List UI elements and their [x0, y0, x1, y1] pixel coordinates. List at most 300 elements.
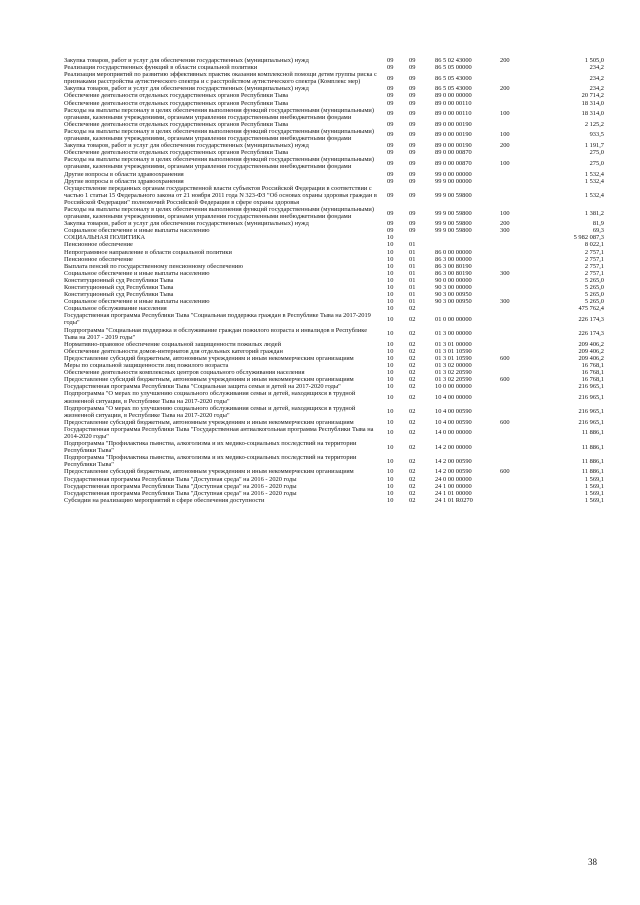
row-section-code: 09 — [387, 177, 394, 185]
row-name: Осуществление переданных органам государственной власти субъектов Российской Федерации в соответствии с частью 1 статьи 15 Федерального закона от 21 ноября 2011 года N 323-ФЗ "Об основах охраны здоровья граждан в Российской Федерации" полномочий Российской Федерации в сфере охраны здоровья — [64, 184, 377, 206]
row-subsection-code: 02 — [409, 347, 416, 355]
row-subsection-code: 01 — [409, 241, 416, 249]
row-amount: 69,3 — [592, 227, 604, 235]
row-section-code: 09 — [387, 220, 394, 228]
row-section-code: 09 — [387, 149, 394, 157]
row-section-code: 10 — [387, 468, 394, 476]
row-target-article: 24 0 00 00000 — [435, 475, 472, 483]
row-subsection-code: 09 — [409, 142, 416, 150]
row-name: Закупка товаров, работ и услуг для обеспечения государственных (муниципальных) нужд — [64, 85, 309, 93]
table-row — [64, 100, 604, 107]
row-section-code: 10 — [387, 408, 394, 416]
row-subsection-code: 02 — [409, 383, 416, 391]
budget-table-body — [64, 57, 604, 504]
row-name: Социальное обеспечение и иные выплаты населению — [64, 227, 210, 235]
table-row — [64, 390, 604, 404]
row-subsection-code: 09 — [409, 131, 416, 139]
row-target-article: 86 5 05 43000 — [435, 85, 472, 93]
row-amount: 209 406,2 — [578, 354, 604, 362]
row-target-article: 14 2 00 00000 — [435, 443, 472, 451]
row-subsection-code: 01 — [409, 291, 416, 299]
row-amount: 226 174,3 — [578, 315, 604, 323]
row-name: Конституционный суд Республики Тыва — [64, 291, 174, 299]
row-section-code: 10 — [387, 305, 394, 313]
row-amount: 275,0 — [589, 149, 604, 157]
row-amount: 16 768,1 — [581, 369, 604, 377]
row-section-code: 10 — [387, 315, 394, 323]
table-row — [64, 85, 604, 92]
row-subsection-code: 01 — [409, 269, 416, 277]
row-name: Государственная программа Республики Тыва "Социальная поддержка граждан в Республике Тыва на 2017-2019 годы" — [64, 312, 371, 327]
row-name: Субсидии на реализацию мероприятий в сфере обеспечения доступности — [64, 496, 265, 504]
row-amount: 16 768,1 — [581, 376, 604, 384]
row-name: Государственная программа Республики Тыва "Доступная среда" на 2016 - 2020 годы — [64, 475, 297, 483]
row-amount: 16 768,1 — [581, 362, 604, 370]
row-amount: 5 982 087,3 — [573, 234, 604, 242]
row-target-article: 99 9 00 00000 — [435, 177, 472, 185]
row-name: Конституционный суд Республики Тыва — [64, 276, 174, 284]
row-amount: 11 886,1 — [581, 457, 604, 465]
row-amount: 216 965,1 — [578, 418, 604, 426]
row-name: Подпрограмма "О мерах по улучшению социального обслуживания семьи и детей, находящихся в трудной жизненной ситуации, в Республике Тыва на 2017-2020 годы" — [64, 390, 356, 405]
row-amount: 226 174,3 — [578, 330, 604, 338]
row-amount: 2 757,1 — [584, 262, 604, 270]
table-row — [64, 312, 604, 326]
row-target-article: 01 3 02 20590 — [435, 376, 472, 384]
row-target-article: 10 4 00 00590 — [435, 408, 472, 416]
row-section-code: 09 — [387, 74, 394, 82]
row-amount: 2 757,1 — [584, 255, 604, 263]
row-subsection-code: 02 — [409, 496, 416, 504]
row-section-code: 09 — [387, 57, 394, 64]
row-subsection-code: 09 — [409, 74, 416, 82]
row-target-article: 01 3 01 10590 — [435, 354, 472, 362]
table-row — [64, 64, 604, 71]
row-name: Обеспечение деятельности отдельных государственных органов Республики Тыва — [64, 149, 289, 157]
row-amount: 1 569,1 — [584, 496, 604, 504]
row-name: Предоставление субсидий бюджетным, автономным учреждениям и иным некоммерческим организациям — [64, 354, 354, 362]
row-section-code: 09 — [387, 64, 394, 72]
table-row — [64, 71, 604, 85]
row-expense-type: 100 — [500, 131, 510, 139]
row-name: Государственная программа Республики Тыва "Доступная среда" на 2016 - 2020 годы — [64, 482, 297, 490]
row-name: Расходы на выплаты персоналу в целях обеспечения выполнения функций государственными (муниципальными) органами, казенными учреждениями, органами управления государственными внебюджетными фондами — [64, 106, 374, 121]
row-subsection-code: 09 — [409, 85, 416, 93]
row-name: Подпрограмма "Профилактика пьянства, алкоголизма и их медико-социальных последствий на территории Республики Тыва" — [64, 440, 357, 455]
row-name: Непрограммное направление в области социальной политики — [64, 248, 232, 256]
row-subsection-code: 02 — [409, 489, 416, 497]
table-row — [64, 270, 604, 277]
table-row — [64, 284, 604, 291]
row-amount: 1 191,7 — [584, 142, 604, 150]
row-amount: 18 314,0 — [581, 99, 604, 107]
row-section-code: 10 — [387, 276, 394, 284]
row-target-article: 89 0 00 00110 — [435, 99, 472, 107]
row-expense-type: 200 — [500, 85, 510, 93]
row-expense-type — [498, 348, 534, 355]
row-target-article: 24 1 00 00000 — [435, 482, 472, 490]
table-row — [64, 149, 604, 156]
row-target-article: 99 9 00 59800 — [435, 191, 472, 199]
row-section-code: 10 — [387, 330, 394, 338]
row-amount: 209 406,2 — [578, 340, 604, 348]
row-section-code: 10 — [387, 248, 394, 256]
row-amount: 234,2 — [589, 64, 604, 72]
row-expense-type — [498, 121, 534, 128]
row-subsection-code: 02 — [409, 418, 416, 426]
row-section-code: 09 — [387, 227, 394, 235]
table-row — [64, 142, 604, 149]
row-section-code: 10 — [387, 393, 394, 401]
row-expense-type — [498, 483, 534, 490]
row-expense-type — [498, 490, 534, 497]
row-section-code: 09 — [387, 209, 394, 217]
table-row — [64, 263, 604, 270]
row-subsection-code: 01 — [409, 262, 416, 270]
row-name: Выплата пенсий по государственному пенсионному обеспечению — [64, 262, 243, 270]
row-name: Расходы на выплаты персоналу в целях обеспечения выполнения функций государственными (муниципальными) органами, казенными учреждениями, органами управления государственными внебюджетными фондами — [64, 205, 374, 221]
row-target-article: 01 3 01 10590 — [435, 347, 472, 355]
row-target-article: 89 0 00 00870 — [435, 159, 472, 167]
row-target-article: 01 3 02 00000 — [435, 362, 472, 370]
row-amount: 933,5 — [589, 131, 604, 139]
row-target-article: 99 9 00 59800 — [435, 220, 472, 228]
row-amount: 5 265,0 — [584, 298, 604, 306]
row-target-article: 14 0 00 00000 — [435, 429, 472, 437]
table-row — [64, 185, 604, 206]
row-section-code: 10 — [387, 298, 394, 306]
table-row — [64, 376, 604, 383]
row-section-code: 10 — [387, 489, 394, 497]
row-section-code: 09 — [387, 191, 394, 199]
row-amount: 216 965,1 — [578, 393, 604, 401]
row-amount: 5 265,0 — [584, 276, 604, 284]
table-row — [64, 369, 604, 376]
budget-table — [64, 57, 604, 504]
row-expense-type — [498, 362, 534, 369]
row-section-code: 10 — [387, 269, 394, 277]
row-name: Другие вопросы в области здравоохранения — [64, 177, 184, 185]
row-target-article: 10 0 00 00000 — [435, 383, 472, 391]
row-expense-type: 200 — [500, 220, 510, 228]
row-section-code: 09 — [387, 92, 394, 100]
table-row — [64, 355, 604, 362]
row-section-code: 10 — [387, 255, 394, 263]
row-amount: 11 886,1 — [581, 443, 604, 451]
row-subsection-code: 09 — [409, 191, 416, 199]
table-row — [64, 121, 604, 128]
row-name: Предоставление субсидий бюджетным, автономным учреждениям и иным некоммерческим организациям — [64, 468, 354, 476]
row-expense-type — [498, 497, 534, 504]
row-name: Закупка товаров, работ и услуг для обеспечения государственных (муниципальных) нужд — [64, 142, 309, 150]
table-row — [64, 497, 604, 504]
row-expense-type: 300 — [500, 227, 510, 235]
row-target-article: 86 3 00 80190 — [435, 262, 472, 270]
row-subsection-code: 01 — [409, 248, 416, 256]
row-name: Другие вопросы в области здравоохранения — [64, 170, 184, 178]
row-section-code: 10 — [387, 347, 394, 355]
row-expense-type — [498, 277, 534, 284]
row-target-article: 90 3 00 00950 — [435, 298, 472, 306]
row-expense-type — [498, 241, 534, 248]
row-subsection-code: 09 — [409, 92, 416, 100]
table-row — [64, 256, 604, 263]
row-amount: 1 532,4 — [584, 191, 604, 199]
row-expense-type — [498, 440, 534, 454]
row-section-code: 10 — [387, 369, 394, 377]
row-section-code: 10 — [387, 284, 394, 291]
row-section-code: 10 — [387, 262, 394, 270]
row-amount: 1 569,1 — [584, 475, 604, 483]
row-expense-type — [498, 390, 534, 404]
table-row — [64, 128, 604, 142]
row-target-article: 24 1 01 00000 — [435, 489, 472, 497]
row-amount: 234,2 — [589, 85, 604, 93]
row-subsection-code: 09 — [409, 159, 416, 167]
row-amount: 2 757,1 — [584, 269, 604, 277]
row-expense-type: 600 — [500, 418, 510, 426]
row-section-code: 09 — [387, 120, 394, 128]
row-amount: 1 532,4 — [584, 170, 604, 178]
row-section-code: 09 — [387, 110, 394, 118]
table-row — [64, 92, 604, 99]
table-row — [64, 440, 604, 454]
row-amount: 2 125,2 — [584, 120, 604, 128]
row-amount: 1 532,4 — [584, 177, 604, 185]
table-row — [64, 234, 604, 241]
row-subsection-code: 09 — [409, 57, 416, 64]
row-target-article: 01 3 02 20590 — [435, 369, 472, 377]
row-expense-type — [498, 178, 534, 185]
table-row — [64, 341, 604, 348]
table-row — [64, 426, 604, 440]
row-subsection-code: 01 — [409, 298, 416, 306]
row-amount: 1 569,1 — [584, 482, 604, 490]
row-expense-type — [498, 171, 534, 178]
row-name: Пенсионное обеспечение — [64, 255, 133, 263]
table-row — [64, 277, 604, 284]
row-name: Обеспечение деятельности домов-интернатов для отдельных категорий граждан — [64, 347, 283, 355]
row-section-code: 10 — [387, 482, 394, 490]
row-name: Обеспечение деятельности отдельных государственных органов Республики Тыва — [64, 120, 289, 128]
row-section-code: 10 — [387, 234, 394, 242]
row-amount: 475 762,4 — [578, 305, 604, 313]
row-name: Предоставление субсидий бюджетным, автономным учреждениям и иным некоммерческим организациям — [64, 418, 354, 426]
row-target-article — [431, 305, 498, 312]
table-row — [64, 383, 604, 390]
row-amount: 216 965,1 — [578, 408, 604, 416]
row-name: Пенсионное обеспечение — [64, 241, 133, 249]
row-expense-type — [498, 64, 534, 71]
row-name: Подпрограмма "О мерах по улучшению социального обслуживания семьи и детей, находящихся в трудной жизненной ситуации, в Республике Тыва на 2017-2020 годы" — [64, 404, 356, 419]
row-target-article: 89 0 00 00190 — [435, 131, 472, 139]
table-row — [64, 419, 604, 426]
row-target-article: 24 1 01 R0270 — [435, 496, 473, 504]
table-row — [64, 220, 604, 227]
row-subsection-code: 02 — [409, 362, 416, 370]
row-expense-type — [498, 383, 534, 390]
row-target-article: 01 3 01 00000 — [435, 340, 472, 348]
row-name: Закупка товаров, работ и услуг для обеспечения государственных (муниципальных) нужд — [64, 220, 309, 228]
row-expense-type: 600 — [500, 468, 510, 476]
row-subsection-code: 01 — [409, 276, 416, 284]
row-expense-type — [498, 92, 534, 99]
row-target-article: 86 3 00 00000 — [435, 255, 472, 263]
row-subsection-code: 02 — [409, 429, 416, 437]
row-amount: 216 965,1 — [578, 383, 604, 391]
row-amount: 234,2 — [589, 74, 604, 82]
row-name: Обеспечение деятельности отдельных государственных органов Республики Тыва — [64, 92, 289, 100]
table-row — [64, 483, 604, 490]
row-amount: 5 265,0 — [584, 284, 604, 291]
row-subsection-code — [409, 234, 431, 241]
row-target-article: 86 3 00 80190 — [435, 269, 472, 277]
row-section-code: 10 — [387, 443, 394, 451]
row-subsection-code: 02 — [409, 315, 416, 323]
row-subsection-code: 09 — [409, 149, 416, 157]
row-target-article: 99 9 00 59800 — [435, 209, 472, 217]
row-subsection-code: 02 — [409, 457, 416, 465]
row-target-article: 10 4 00 00000 — [435, 393, 472, 401]
row-subsection-code: 09 — [409, 99, 416, 107]
row-section-code: 10 — [387, 362, 394, 370]
table-row — [64, 362, 604, 369]
row-expense-type — [498, 305, 534, 312]
row-name: Обеспечение деятельности отдельных государственных органов Республики Тыва — [64, 99, 289, 107]
row-name: Меры по социальной защищенности лиц пожилого возраста — [64, 362, 229, 370]
table-row — [64, 156, 604, 170]
row-expense-type: 100 — [500, 209, 510, 217]
row-name: Государственная программа Республики Тыва "Социальная защита семьи и детей на 2017-2020 годы" — [64, 383, 341, 391]
row-name: Социальное обеспечение и иные выплаты населению — [64, 269, 210, 277]
row-expense-type: 600 — [500, 376, 510, 384]
table-row — [64, 241, 604, 248]
table-row — [64, 490, 604, 497]
row-name: Государственная программа Республики Тыва "Государственная антиалкогольная программа Республики Тыва на 2014-2020 годы" — [64, 425, 374, 440]
row-target-article — [431, 241, 498, 248]
table-row — [64, 171, 604, 178]
row-target-article: 90 0 00 00000 — [435, 276, 472, 284]
row-name: Социальное обслуживание населения — [64, 305, 167, 313]
row-amount: 81,9 — [592, 220, 604, 228]
row-expense-type: 600 — [500, 354, 510, 362]
table-row — [64, 249, 604, 256]
row-amount: 20 714,2 — [581, 92, 604, 100]
row-section-code: 09 — [387, 85, 394, 93]
table-row — [64, 468, 604, 475]
row-target-article: 14 2 00 00590 — [435, 468, 472, 476]
row-expense-type — [498, 284, 534, 291]
row-name: Конституционный суд Республики Тыва — [64, 284, 174, 291]
row-name: Расходы на выплаты персоналу в целях обеспечения выполнения функций государственными (муниципальными) органами, казенными учреждениями, органами управления государственными внебюджетными фондами — [64, 127, 374, 143]
row-target-article: 01 3 00 00000 — [435, 330, 472, 338]
table-row — [64, 57, 604, 64]
row-name: СОЦИАЛЬНАЯ ПОЛИТИКА — [64, 234, 146, 242]
row-amount: 5 265,0 — [584, 291, 604, 299]
row-expense-type — [498, 149, 534, 156]
row-expense-type — [498, 369, 534, 376]
row-section-code: 09 — [387, 99, 394, 107]
table-row — [64, 227, 604, 234]
row-section-code: 09 — [387, 142, 394, 150]
row-subsection-code: 01 — [409, 284, 416, 291]
table-row — [64, 291, 604, 298]
row-expense-type — [498, 341, 534, 348]
row-target-article: 89 0 00 00190 — [435, 142, 472, 150]
page-number: 38 — [588, 857, 597, 867]
row-target-article: 14 2 00 00590 — [435, 457, 472, 465]
row-target-article: 89 0 00 00110 — [435, 110, 472, 118]
row-target-article: 90 3 00 00000 — [435, 284, 472, 291]
row-expense-type: 100 — [500, 110, 510, 118]
row-section-code: 10 — [387, 418, 394, 426]
row-subsection-code: 09 — [409, 209, 416, 217]
row-name: Государственная программа Республики Тыва "Доступная среда" на 2016 - 2020 годы — [64, 489, 297, 497]
row-target-article: 86 0 00 00000 — [435, 248, 472, 256]
row-section-code: 10 — [387, 383, 394, 391]
row-name: Предоставление субсидий бюджетным, автономным учреждениям и иным некоммерческим организациям — [64, 376, 354, 384]
row-name: Нормативно-правовое обеспечение социальной защищенности пожилых людей — [64, 340, 281, 348]
row-section-code: 10 — [387, 340, 394, 348]
row-expense-type — [498, 100, 534, 107]
table-row — [64, 327, 604, 341]
row-name: Обеспечение деятельности комплексных центров социального обслуживания населения — [64, 369, 305, 377]
row-section-code: 09 — [387, 159, 394, 167]
row-section-code: 10 — [387, 376, 394, 384]
row-subsection-code: 02 — [409, 393, 416, 401]
row-subsection-code: 02 — [409, 468, 416, 476]
table-row — [64, 107, 604, 121]
row-target-article: 86 5 05 00000 — [435, 64, 472, 72]
row-amount: 11 886,1 — [581, 429, 604, 437]
table-row — [64, 348, 604, 355]
row-subsection-code: 09 — [409, 110, 416, 118]
row-target-article: 89 0 00 00870 — [435, 149, 472, 157]
row-amount: 2 757,1 — [584, 248, 604, 256]
row-section-code: 10 — [387, 475, 394, 483]
row-target-article: 99 0 00 00000 — [435, 170, 472, 178]
row-subsection-code: 01 — [409, 255, 416, 263]
row-target-article: 10 4 00 00590 — [435, 418, 472, 426]
row-section-code: 10 — [387, 241, 394, 249]
row-subsection-code: 09 — [409, 227, 416, 235]
row-section-code: 09 — [387, 131, 394, 139]
row-expense-type — [498, 476, 534, 483]
row-amount: 1 381,2 — [584, 209, 604, 217]
row-expense-type: 300 — [500, 269, 510, 277]
table-row — [64, 405, 604, 419]
row-expense-type: 100 — [500, 159, 510, 167]
table-row — [64, 476, 604, 483]
row-expense-type — [498, 185, 534, 206]
table-row — [64, 305, 604, 312]
row-expense-type — [498, 312, 534, 326]
row-expense-type — [498, 256, 534, 263]
row-section-code: 10 — [387, 429, 394, 437]
row-subsection-code: 09 — [409, 120, 416, 128]
row-subsection-code: 02 — [409, 305, 416, 313]
row-amount: 1 505,0 — [584, 57, 604, 64]
row-name: Подпрограмма "Социальная поддержка и обслуживание граждан пожилого возраста и инвалидов в Республике Тыва на 2017 - 2019 годы" — [64, 326, 368, 341]
row-expense-type — [498, 454, 534, 468]
row-target-article — [431, 234, 498, 241]
row-target-article: 99 9 00 59800 — [435, 227, 472, 235]
row-subsection-code: 09 — [409, 64, 416, 72]
row-expense-type: 300 — [500, 298, 510, 306]
row-section-code: 10 — [387, 354, 394, 362]
row-target-article: 86 5 05 43000 — [435, 74, 472, 82]
row-name: Подпрограмма "Профилактика пьянства, алкоголизма и их медико-социальных последствий на территории Республики Тыва" — [64, 454, 357, 469]
